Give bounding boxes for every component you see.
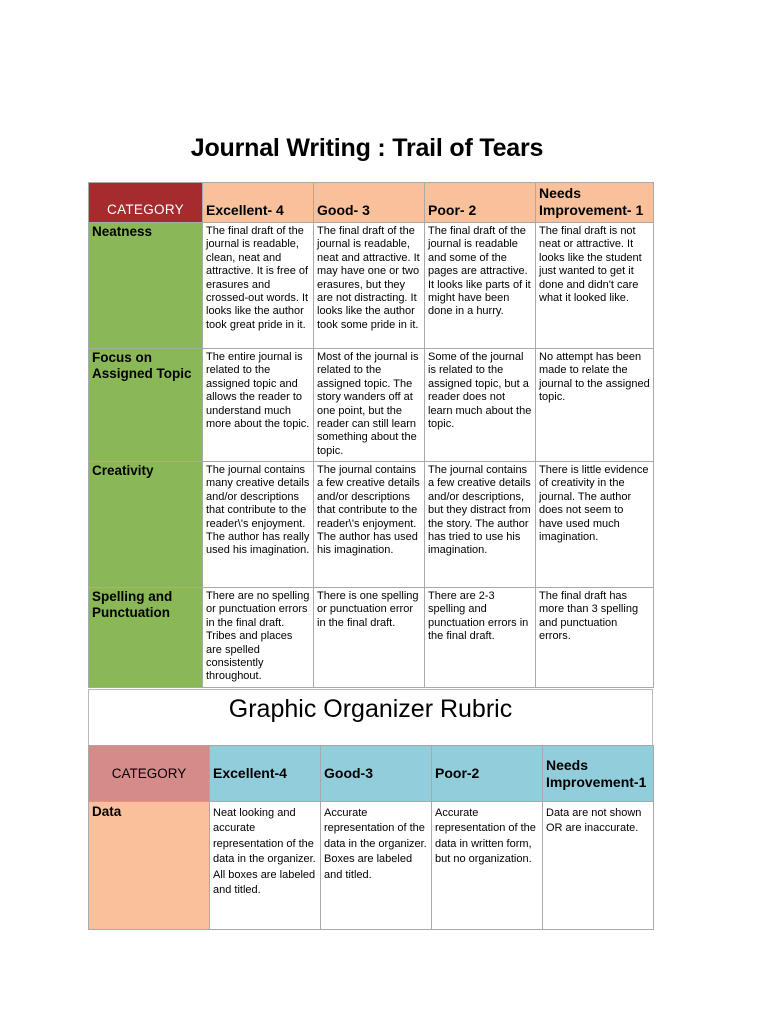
rubric-cell: Most of the journal is related to the assigned topic. The story wanders off at one point, but the reader can still learn something about the topic. — [314, 349, 425, 462]
level-header-good: Good-3 — [321, 746, 432, 802]
table-row — [89, 349, 654, 462]
rubric-cell: The final draft of the journal is readable and some of the pages are attractive. It looks like parts of it might have been done in a hurry. — [425, 223, 536, 349]
organizer-rubric-table — [88, 745, 654, 930]
rubric-cell: Data are not shown OR are inaccurate. — [543, 802, 654, 930]
rubric-cell: There are no spelling or punctuation errors in the final draft. Tribes and places are spelled consistently throughout. — [203, 588, 314, 688]
category-header: CATEGORY — [89, 746, 210, 802]
rubric-cell: The final draft is not neat or attractive. It looks like the student just wanted to get it done and didn't care what it looked like. — [536, 223, 654, 349]
rubric-cell: There are 2-3 spelling and punctuation errors in the final draft. — [425, 588, 536, 688]
rubric-cell: The journal contains many creative details and/or descriptions that contribute to the reader\'s enjoyment. The author has really used his imagination. — [203, 462, 314, 588]
rubric-cell: There is one spelling or punctuation error in the final draft. — [314, 588, 425, 688]
organizer-title: Graphic Organizer Rubric — [228, 695, 513, 723]
table-row — [89, 588, 654, 688]
rubric-cell: There is little evidence of creativity in the journal. The author does not seem to have used much imagination. — [536, 462, 654, 588]
rubric-cell: The final draft has more than 3 spelling and punctuation errors. — [536, 588, 654, 688]
organizer-title-banner — [88, 689, 653, 746]
category-header: CATEGORY — [89, 183, 203, 223]
level-header-poor: Poor-2 — [432, 746, 543, 802]
level-header-good: Good- 3 — [314, 183, 425, 223]
row-label-spelling: Spelling and Punctuation — [89, 588, 203, 688]
rubric-cell: Some of the journal is related to the assigned topic, but a reader does not learn much about the topic. — [425, 349, 536, 462]
journal-rubric-table — [88, 182, 654, 688]
rubric-cell: The journal contains a few creative details and/or descriptions, but they distract from the story. The author has tried to use his imagination. — [425, 462, 536, 588]
page-title: Journal Writing : Trail of Tears — [190, 134, 544, 162]
rubric-cell: The journal contains a few creative details and/or descriptions that contribute to the reader\'s enjoyment. The author has used his imagination. — [314, 462, 425, 588]
table-row — [89, 802, 654, 930]
row-label-neatness: Neatness — [89, 223, 203, 349]
table-row — [89, 223, 654, 349]
rubric-cell: No attempt has been made to relate the journal to the assigned topic. — [536, 349, 654, 462]
row-label-data: Data — [89, 802, 210, 930]
level-header-needs-improvement: Needs Improvement- 1 — [536, 183, 654, 223]
row-label-creativity: Creativity — [89, 462, 203, 588]
table-row — [89, 462, 654, 588]
rubric-cell: The final draft of the journal is readable, clean, neat and attractive. It is free of erasures and crossed-out words. It looks like the author took great pride in it. — [203, 223, 314, 349]
rubric-cell: Accurate representation of the data in written form, but no organization. — [432, 802, 543, 930]
rubric-cell: The final draft of the journal is readable, neat and attractive. It may have one or two erasures, but they are not distracting. It looks like the author took some pride in it. — [314, 223, 425, 349]
journal-header-row — [89, 183, 654, 223]
level-header-poor: Poor- 2 — [425, 183, 536, 223]
level-header-excellent: Excellent-4 — [210, 746, 321, 802]
row-label-focus: Focus on Assigned Topic — [89, 349, 203, 462]
organizer-header-row — [89, 746, 654, 802]
level-header-needs-improvement: Needs Improvement-1 — [543, 746, 654, 802]
rubric-cell: Accurate representation of the data in the organizer. Boxes are labeled and titled. — [321, 802, 432, 930]
level-header-excellent: Excellent- 4 — [203, 183, 314, 223]
rubric-cell: The entire journal is related to the assigned topic and allows the reader to understand much more about the topic. — [203, 349, 314, 462]
rubric-cell: Neat looking and accurate representation of the data in the organizer. All boxes are labeled and titled. — [210, 802, 321, 930]
